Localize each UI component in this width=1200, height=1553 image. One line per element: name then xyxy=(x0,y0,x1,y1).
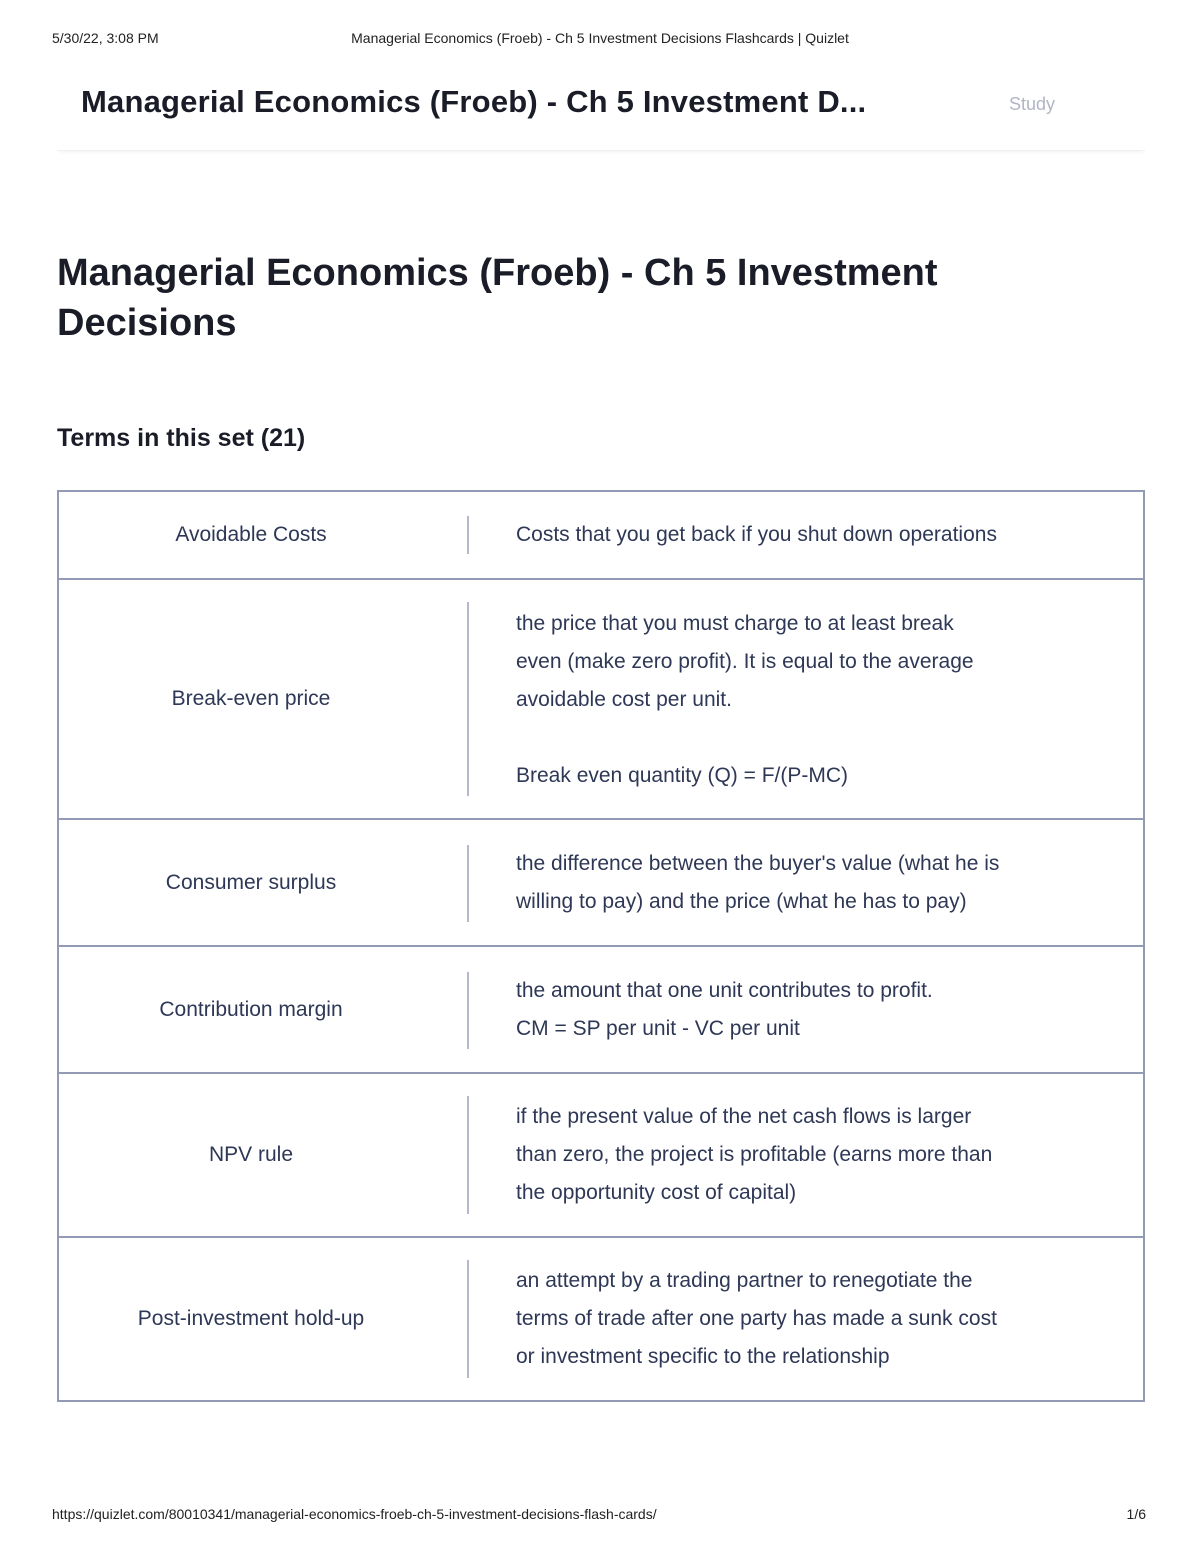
term-row xyxy=(57,818,1145,947)
term-word: Avoidable Costs xyxy=(175,523,327,546)
terms-heading: Terms in this set (21) xyxy=(57,424,306,452)
column-divider xyxy=(467,845,469,922)
column-divider xyxy=(467,516,469,554)
print-datetime: 5/30/22, 3:08 PM xyxy=(52,30,159,46)
term-definition: the price that you must charge to at least break even (make zero profit). It is equal to the average avoidable cost per unit. Break even quantity (Q) = F/(P-MC) xyxy=(516,612,974,787)
term-word: Contribution margin xyxy=(159,997,343,1021)
footer-url: https://quizlet.com/80010341/managerial-economics-froeb-ch-5-investment-decisions-flash-cards/ xyxy=(52,1506,657,1522)
term-row xyxy=(57,490,1145,580)
column-divider xyxy=(467,972,469,1049)
term-word: Break-even price xyxy=(171,687,331,710)
term-definition: Costs that you get back if you shut down operations xyxy=(516,523,997,546)
term-row xyxy=(57,1072,1145,1238)
print-document-title: Managerial Economics (Froeb) - Ch 5 Investment Decisions Flashcards | Quizlet xyxy=(351,30,849,46)
study-button[interactable]: Study xyxy=(1009,94,1056,114)
print-header xyxy=(0,30,1200,50)
column-divider xyxy=(467,1260,469,1378)
term-definition: the amount that one unit contributes to profit. CM = SP per unit - VC per unit xyxy=(516,979,933,1040)
header-set-title: Managerial Economics (Froeb) - Ch 5 Investment D... xyxy=(81,84,867,119)
term-definition: if the present value of the net cash flows is larger than zero, the project is profitable (earns more than the opportunity cost of capital) xyxy=(516,1105,993,1204)
column-divider xyxy=(467,1096,469,1214)
term-definition: the difference between the buyer's value (what he is willing to pay) and the price (what he has to pay) xyxy=(516,852,1000,913)
column-divider xyxy=(467,602,469,796)
footer-page-number: 1/6 xyxy=(1126,1506,1146,1522)
term-row xyxy=(57,945,1145,1074)
term-word: Consumer surplus xyxy=(165,870,337,894)
term-word: Post-investment hold-up xyxy=(137,1307,365,1330)
term-row xyxy=(57,1236,1145,1402)
sticky-header xyxy=(57,62,1145,151)
term-row xyxy=(57,578,1145,820)
page-title: Managerial Economics (Froeb) - Ch 5 Investment Decisions xyxy=(57,252,938,344)
term-definition: an attempt by a trading partner to renegotiate the terms of trade after one party has made a sunk cost or investment specific to the relationship xyxy=(516,1269,997,1368)
term-word: NPV rule xyxy=(208,1143,294,1166)
terms-table xyxy=(57,490,1145,1402)
